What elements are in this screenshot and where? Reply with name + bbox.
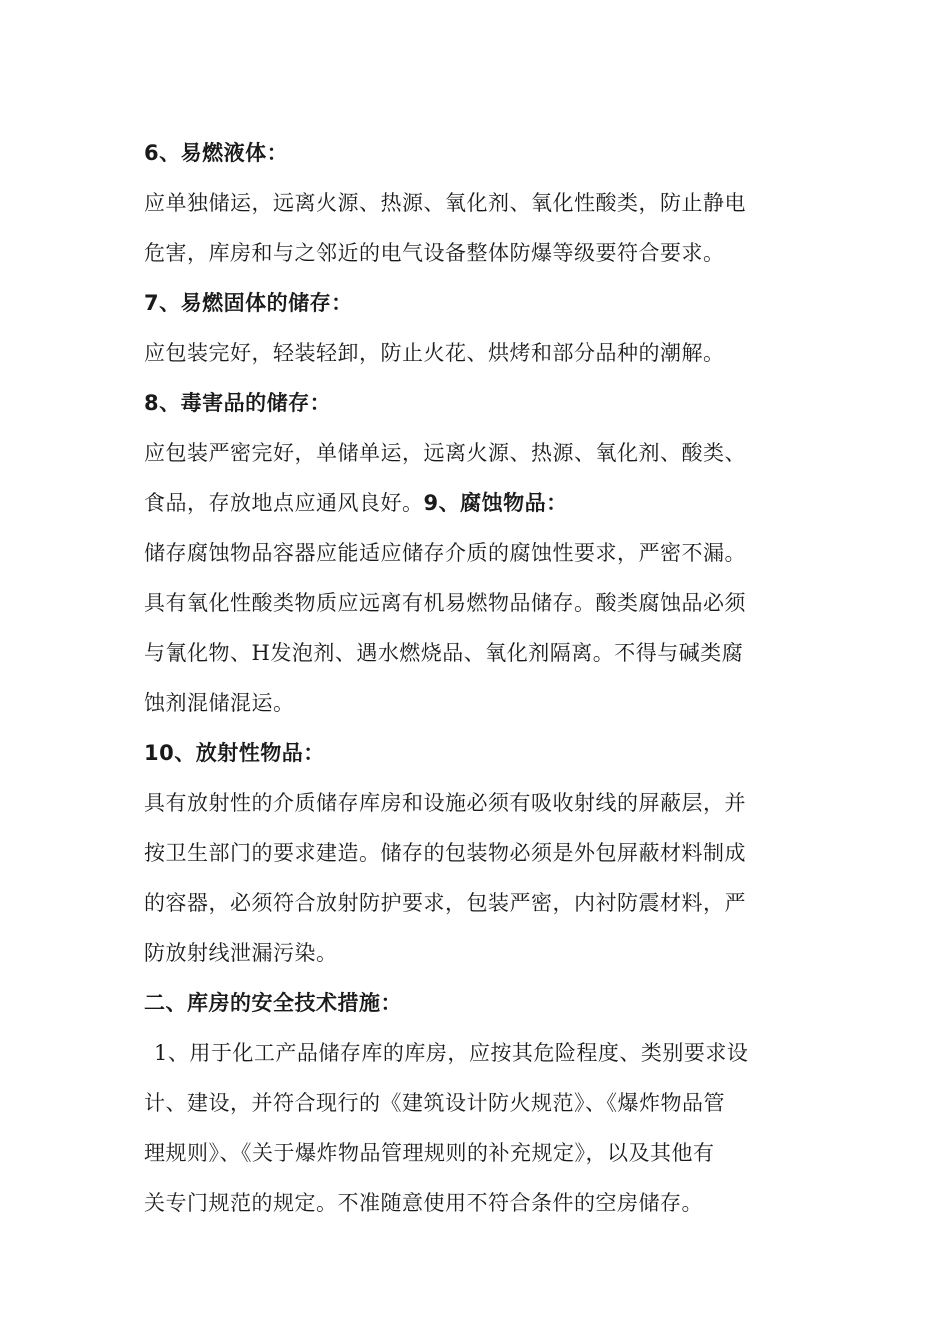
paragraph-line: 理规则》、《关于爆炸物品管理规则的补充规定》，以及其他有 bbox=[144, 1141, 715, 1165]
heading-radioactive: 10、放射性物品： bbox=[144, 741, 325, 765]
paragraph-line: 防放射线泄漏污染。 bbox=[144, 941, 338, 965]
paragraph-line: 具有氧化性酸类物质应远离有机易燃物品储存。酸类腐蚀品必须 bbox=[144, 591, 746, 615]
paragraph-line: 应包装严密完好，单储单运，远离火源、热源、氧化剂、酸类、 bbox=[144, 441, 746, 465]
heading-toxic-substances: 8、毒害品的储存： bbox=[144, 391, 332, 415]
heading-warehouse-safety: 二、库房的安全技术措施： bbox=[144, 991, 402, 1015]
paragraph-line: 具有放射性的介质储存库房和设施必须有吸收射线的屏蔽层，并 bbox=[144, 791, 746, 815]
paragraph-line: 储存腐蚀物品容器应能适应储存介质的腐蚀性要求，严密不漏。 bbox=[144, 541, 746, 565]
paragraph-line-with-inline-heading bbox=[144, 478, 812, 528]
paragraph-text: 食品，存放地点应通风良好。 bbox=[144, 491, 424, 515]
heading-corrosives: 9、腐蚀物品： bbox=[423, 491, 568, 515]
paragraph-line: 应单独储运，远离火源、热源、氧化剂、氧化性酸类，防止静电 bbox=[144, 191, 746, 215]
paragraph-line: 与氰化物、H发泡剂、遇水燃烧品、氧化剂隔离。不得与碱类腐 bbox=[144, 641, 744, 665]
paragraph-line: 关专门规范的规定。不准随意使用不符合条件的空房储存。 bbox=[144, 1191, 703, 1215]
heading-flammable-liquids: 6、易燃液体： bbox=[144, 141, 289, 165]
paragraph-line: 计、建设，并符合现行的《建筑设计防火规范》、《爆炸物品管 bbox=[144, 1091, 725, 1115]
document-page bbox=[144, 128, 812, 1228]
paragraph-line: 应包装完好，轻装轻卸，防止火花、烘烤和部分品种的潮解。 bbox=[144, 341, 725, 365]
paragraph-line: 的容器，必须符合放射防护要求，包装严密，内衬防震材料，严 bbox=[144, 891, 746, 915]
paragraph-line: 按卫生部门的要求建造。储存的包装物必须是外包屏蔽材料制成 bbox=[144, 841, 746, 865]
paragraph-line: 1、用于化工产品储存库的库房，应按其危险程度、类别要求设 bbox=[154, 1041, 749, 1065]
heading-flammable-solids: 7、易燃固体的储存： bbox=[144, 291, 353, 315]
paragraph-line: 危害，库房和与之邻近的电气设备整体防爆等级要符合要求。 bbox=[144, 241, 725, 265]
paragraph-line: 蚀剂混储混运。 bbox=[144, 691, 295, 715]
